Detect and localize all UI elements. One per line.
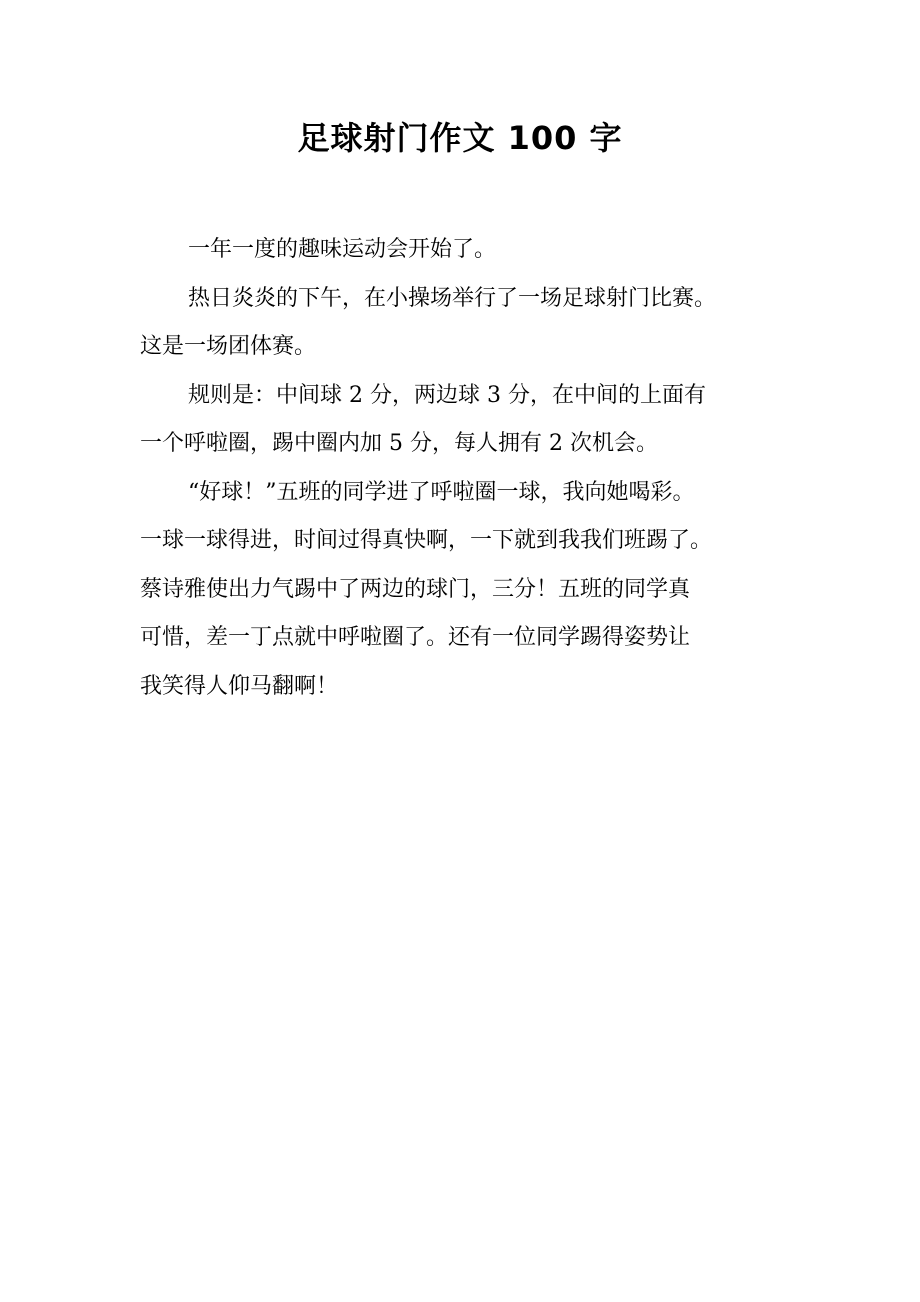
paragraph-line: 一个呼啦圈，踢中圈内加 5 分，每人拥有 2 次机会。 [140, 431, 658, 456]
paragraph-line: 一年一度的趣味运动会开始了。 [188, 237, 497, 262]
paragraph-2 [140, 275, 780, 372]
document-body [140, 226, 780, 711]
paragraph-line: 热日炎炎的下午，在小操场举行了一场足球射门比赛。 [188, 285, 717, 311]
paragraph-line: 一球一球得进，时间过得真快啊，一下就到我我们班踢了。 [140, 528, 713, 553]
paragraph-line: 可惜，差一丁点就中呼啦圈了。还有一位同学踢得姿势让 [140, 625, 691, 650]
paragraph-line: “好球！”五班的同学进了呼啦圈一球，我向她喝彩。 [188, 479, 695, 505]
paragraph-line: 蔡诗雅使出力气踢中了两边的球门，三分！五班的同学真 [140, 576, 691, 602]
paragraph-3 [140, 372, 780, 469]
document-title: 足球射门作文 100 字 [297, 119, 623, 157]
paragraph-line: 这是一场团体赛。 [140, 334, 317, 359]
paragraph-1 [140, 226, 780, 275]
paragraph-line: 规则是：中间球 2 分，两边球 3 分，在中间的上面有 [188, 382, 706, 408]
paragraph-line: 我笑得人仰马翻啊！ [140, 673, 339, 699]
paragraph-4 [140, 469, 780, 712]
